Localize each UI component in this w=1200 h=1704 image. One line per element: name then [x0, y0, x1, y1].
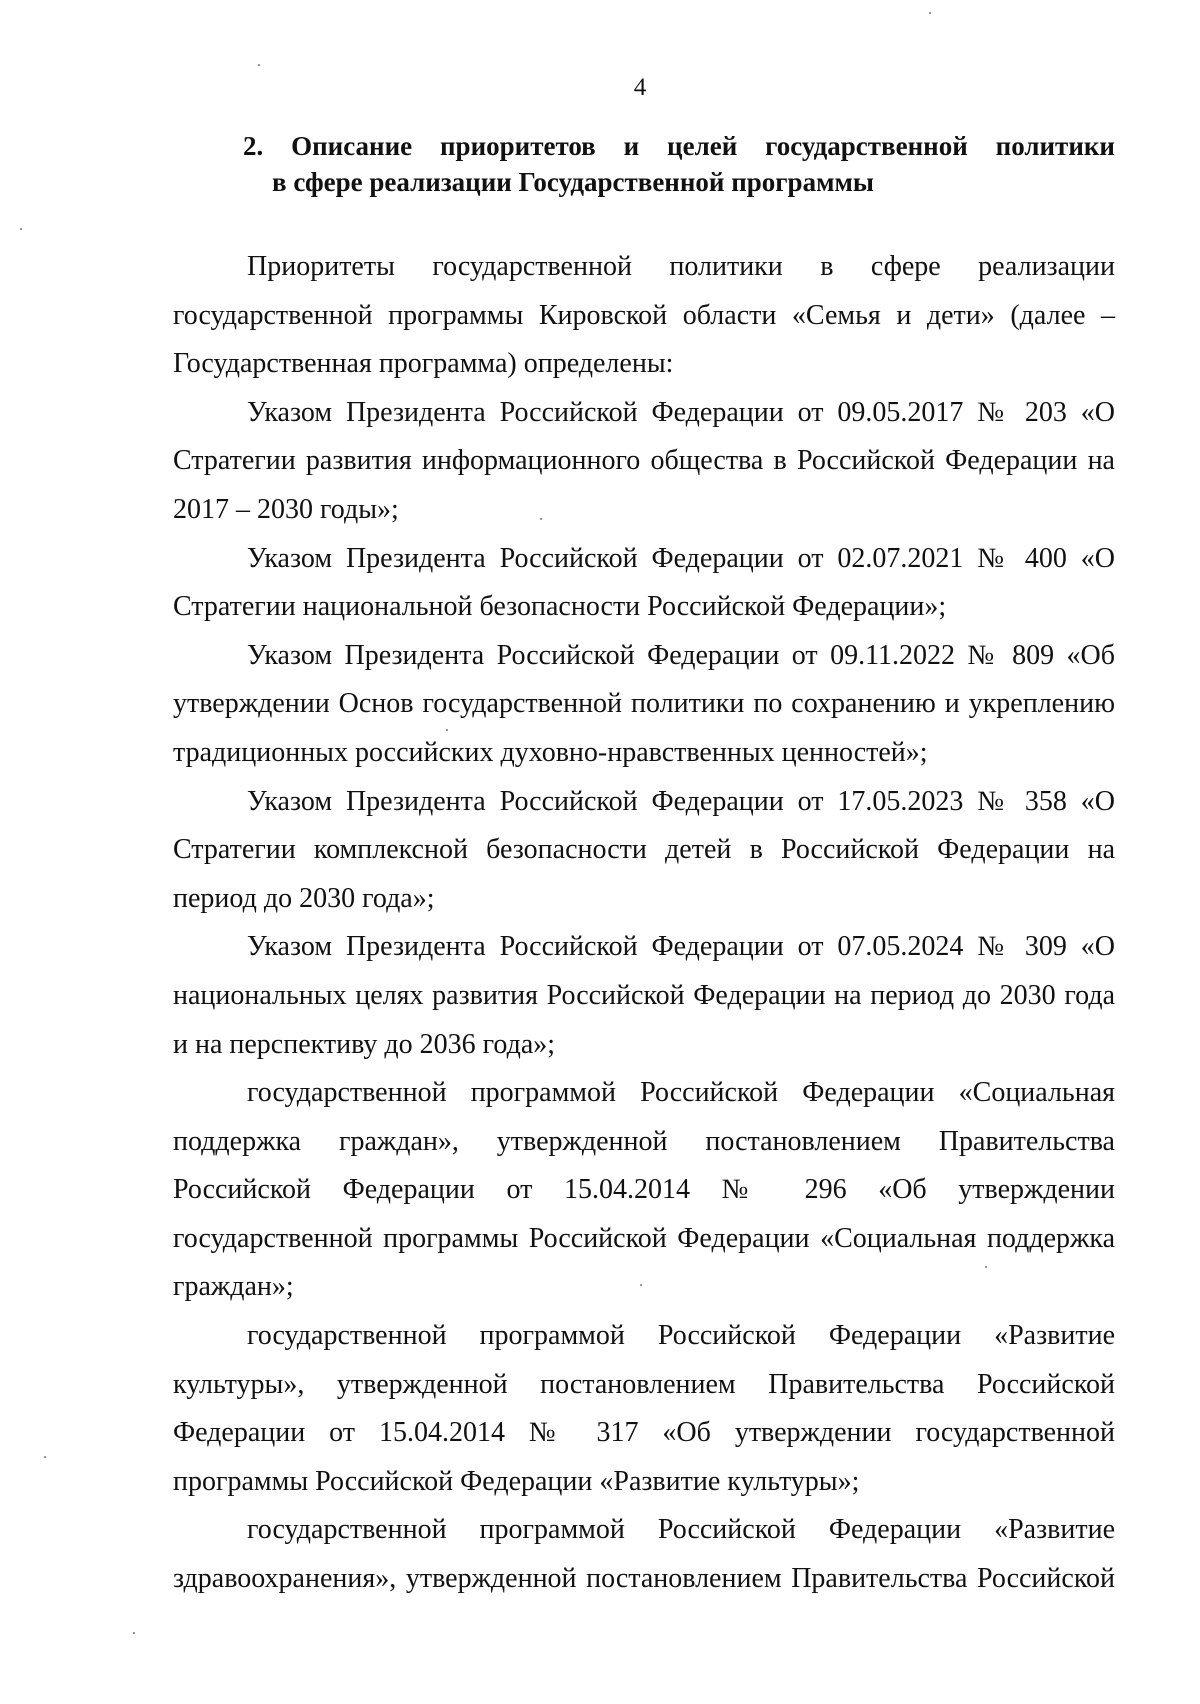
scan-speck: [446, 729, 448, 731]
scan-speck: [20, 228, 22, 230]
paragraph-decree-358: Указом Президента Российской Федерации от 17.05.2023 № 358 «О Стратегии комплексной безопасности детей в Российской Федерации на период до 2030 года»;: [173, 785, 1115, 914]
scan-speck: [929, 12, 931, 14]
paragraph-program-healthcare: государственной программой Российской Федерации «Развитие здравоохранения», утвержденной постановлением Правительства Российской: [173, 1514, 1115, 1595]
scan-speck: [540, 518, 542, 520]
paragraph-program-culture: государственной программой Российской Федерации «Развитие культуры», утвержденной постановлением Правительства Российской Федерации от 15.04.2014 № 317 «Об утверждении государственной программы Российской Федерации «Развитие культуры»;: [173, 1320, 1115, 1497]
scan-speck: [258, 64, 260, 66]
section-heading: [243, 128, 1115, 200]
section-heading-line-2: в сфере реализации Государственной программы: [272, 167, 874, 197]
paragraph-decree-203: Указом Президента Российской Федерации от 09.05.2017 № 203 «О Стратегии развития информационного общества в Российской Федерации на 2017 – 2030 годы»;: [173, 396, 1115, 525]
paragraph-program-social-support: государственной программой Российской Федерации «Социальная поддержка граждан», утвержденной постановлением Правительства Российской Федерации от 15.04.2014 № 296 «Об утверждении государственной программы Российской Федерации «Социальная поддержка граждан»;: [173, 1077, 1115, 1303]
section-heading-line-1: 2. Описание приоритетов и целей государственной политики: [243, 131, 1115, 161]
paragraph-priorities-intro: Приоритеты государственной политики в сфере реализации государственной программы Кировской области «Семья и дети» (далее – Государственная программа) определены:: [173, 251, 1115, 380]
body-text: [173, 243, 1115, 1604]
scan-speck: [640, 1284, 642, 1286]
paragraph-decree-809: Указом Президента Российской Федерации от 09.11.2022 № 809 «Об утверждении Основ государственной политики по сохранению и укреплению традиционных российских духовно-нравственных ценностей»;: [173, 639, 1115, 768]
page-number: 4: [633, 74, 647, 101]
scan-speck: [133, 1632, 135, 1634]
scan-speck: [44, 1456, 46, 1458]
paragraph-decree-309: Указом Президента Российской Федерации от 07.05.2024 № 309 «О национальных целях развития Российской Федерации на период до 2030 года и на перспективу до 2036 года»;: [173, 931, 1115, 1060]
paragraph-decree-400: Указом Президента Российской Федерации от 02.07.2021 № 400 «О Стратегии национальной безопасности Российской Федерации»;: [173, 542, 1115, 623]
scan-speck: [985, 1266, 987, 1268]
